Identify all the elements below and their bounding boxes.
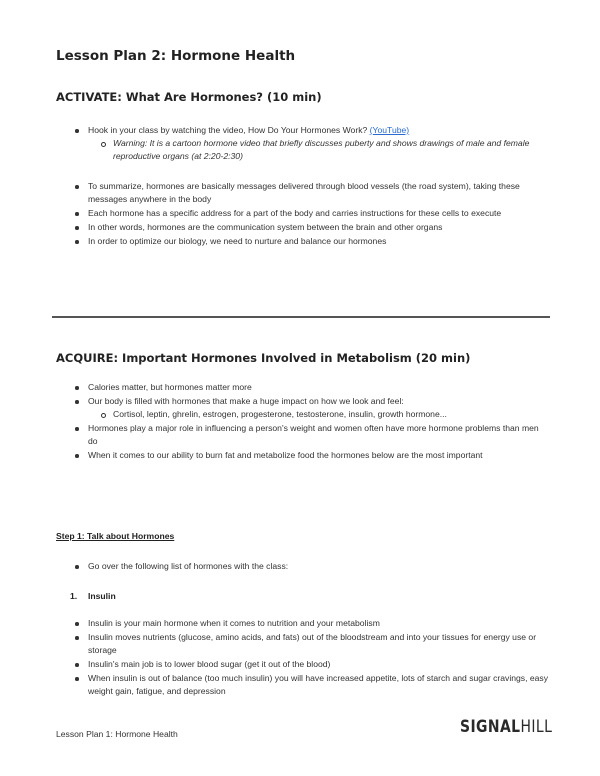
list-item: Insulin moves nutrients (glucose, amino acids, and fats) out of the bloodstream and into your tissues for energy use or storage <box>0 631 548 657</box>
signal-hill-logo <box>460 717 552 737</box>
list-item: Go over the following list of hormones with the class: <box>0 560 548 573</box>
list-item: To summarize, hormones are basically messages delivered through blood vessels (the road system), taking these messages anywhere in the body <box>0 180 548 206</box>
list-item: In order to optimize our biology, we need to nurture and balance our hormones <box>0 235 548 248</box>
activate-heading: ACTIVATE: What Are Hormones? (10 min) <box>56 90 322 104</box>
list-item: Insulin is your main hormone when it comes to nutrition and your metabolism <box>0 617 548 630</box>
hormones-item: Cortisol, leptin, ghrelin, estrogen, progesterone, testosterone, insulin, growth hormone... <box>88 408 533 421</box>
logo-bold: SIGNAL <box>460 717 521 737</box>
list-item-text: Our body is filled with hormones that make a huge impact on how we look and feel: <box>88 396 404 406</box>
youtube-link[interactable]: (YouTube) <box>369 125 410 135</box>
list-item: In other words, hormones are the communication system between the brain and other organs <box>0 221 548 234</box>
activate-summary-list <box>0 180 548 249</box>
hormones-sublist <box>88 408 548 421</box>
activate-list <box>0 124 548 164</box>
document-title: Lesson Plan 2: Hormone Health <box>56 48 296 64</box>
acquire-list <box>0 381 548 463</box>
step1-list <box>0 560 548 574</box>
list-item <box>0 124 548 163</box>
acquire-heading: ACQUIRE: Important Hormones Involved in Metabolism (20 min) <box>56 351 471 365</box>
logo-thin: HILL <box>520 717 553 737</box>
list-item: When insulin is out of balance (too much insulin) you will have increased appetite, lots of starch and sugar cravings, easy weight gain, fatigue, and depression <box>0 672 548 698</box>
footer-text: Lesson Plan 1: Hormone Health <box>56 729 178 739</box>
list-item: Hormones play a major role in influencing a person's weight and women often have more hormone problems than men do <box>0 422 548 448</box>
warning-sublist <box>88 137 548 163</box>
item-label: Insulin <box>88 591 116 601</box>
list-item: When it comes to our ability to burn fat and metabolize food the hormones below are the most important <box>0 449 548 462</box>
numbered-item-insulin <box>70 591 116 601</box>
list-item <box>0 395 548 421</box>
list-item: Insulin's main job is to lower blood sugar (get it out of the blood) <box>0 658 548 671</box>
hook-text: Hook in your class by watching the video, How Do Your Hormones Work? <box>88 125 370 135</box>
item-number: 1. <box>70 591 78 601</box>
warning-item: Warning: It is a cartoon hormone video that briefly discusses puberty and shows drawings of male and female reproductive organs (at 2:20-2:30) <box>88 137 533 163</box>
section-divider <box>52 316 550 318</box>
insulin-list <box>0 617 548 699</box>
step1-heading: Step 1: Talk about Hormones <box>56 531 175 541</box>
list-item: Each hormone has a specific address for a part of the body and carries instructions for these cells to execute <box>0 207 548 220</box>
list-item: Calories matter, but hormones matter more <box>0 381 548 394</box>
